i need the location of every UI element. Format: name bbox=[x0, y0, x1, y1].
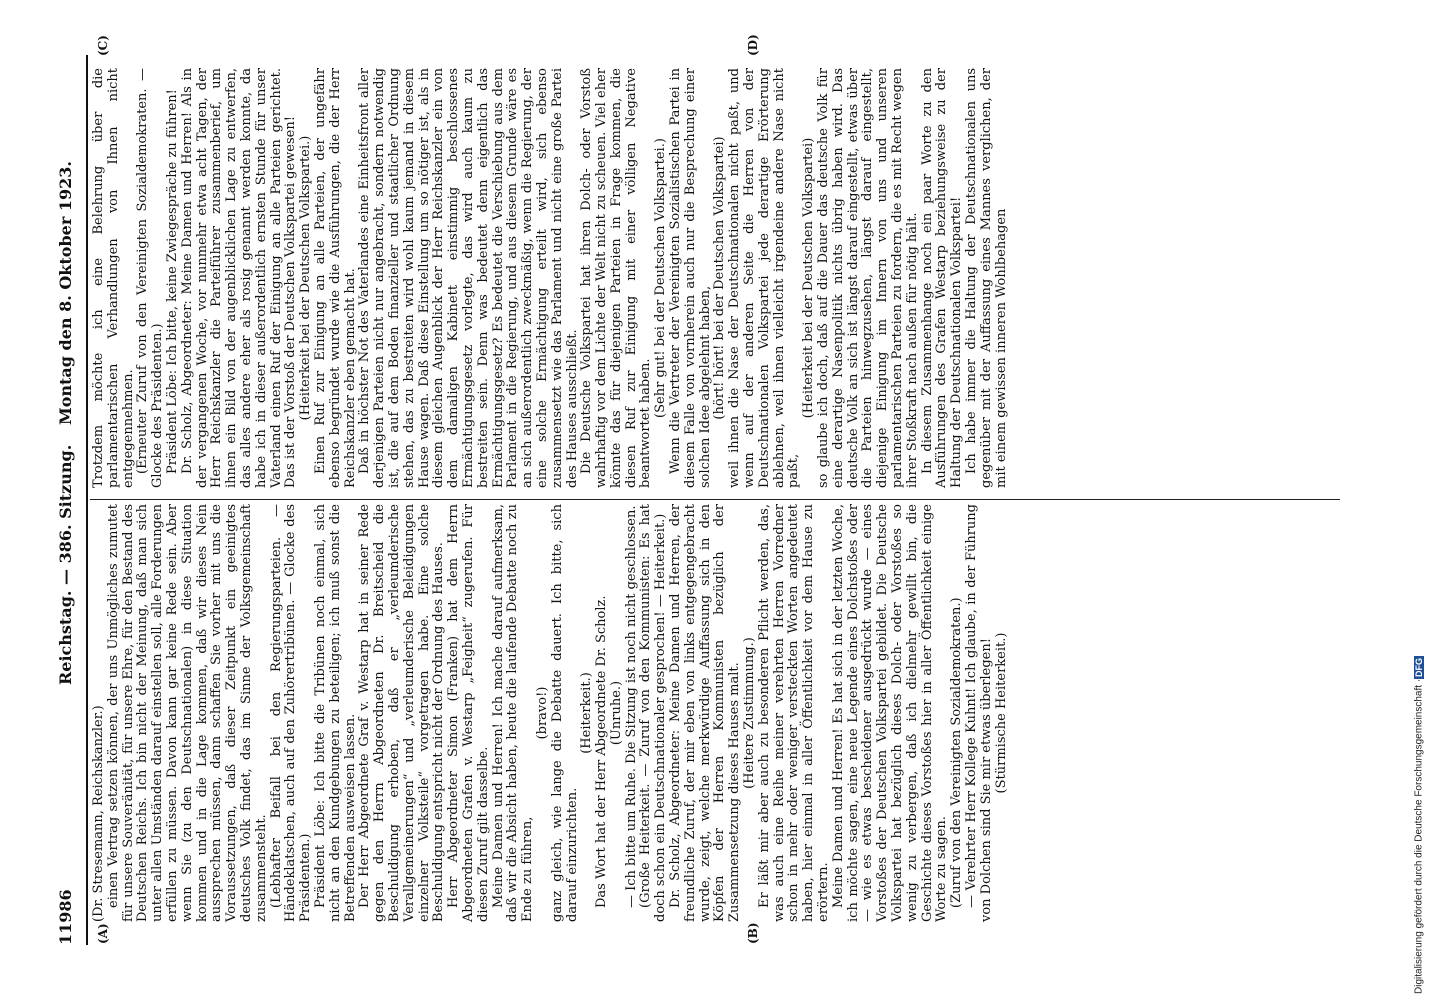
paragraph: (Sehr gut! bei der Deutschen Volkspartei.) bbox=[653, 138, 669, 418]
paragraph: Ich habe immer die Haltung der Deutschnationalen uns gegenüber mit der Auffassung eines Mannes verglichen, der mit einem gewissen inneren Wohlbehagen bbox=[964, 68, 1009, 488]
paragraph: (Unruhe.) bbox=[608, 680, 624, 746]
paragraph: (bravo!) bbox=[534, 686, 550, 740]
paragraph: Wenn die Vertreter der Vereinigten Sozialistischen Partei in diesem Falle von vornherein auch nur die Besprechung einer solchen Idee abgelehnt haben, bbox=[668, 68, 713, 488]
paragraph: Präsident Löbe: Ich bitte die Tribünen noch einmal, sich nicht an den Kundgebungen zu beteiligen; ich muß sonst die Betreffenden ausweisen lassen. bbox=[312, 504, 358, 922]
margin-mark-d: (D) bbox=[746, 34, 760, 56]
session-date: Montag den 8. Oktober 1923. bbox=[56, 161, 75, 425]
paragraph: Der Herr Abgeordnete Graf v. Westarp hat in seiner Rede gegen den Herrn Abgeordneten Dr. Breitscheid die Beschuldigung erhoben, daß er „verleumderische Verallgemeinerungen“ und „verleumderische Beleidigungen einzelner Volksteile“ vorgetragen habe. Eine solche Beschuldigung entspricht nicht der Ordnung des Hauses. bbox=[357, 504, 447, 922]
paragraph: (hört! hört! bei der Deutschen Volkspartei) bbox=[712, 136, 728, 420]
paragraph: Trotzdem möchte ich eine Belehrung über die parlamentarischen Verhandlungen von Ihnen nicht entgegennehmen. bbox=[91, 68, 136, 488]
margin-mark-a: (A) bbox=[96, 923, 110, 944]
paragraph: so glaube ich doch, daß auf die Dauer das deutsche Volk für eine derartige Nasenpolitik nichts übrig haben wird. Das deutsche Volk an sich ist längst darauf eingestellt, etwas über die Parteien hinwegzusehen, längst darauf eingestellt, diejenige Einigung im Innern von uns und unseren parlamentarischen Parteien zu fordern, die es mit Recht wegen ihrer Stoßkraft nach außen für nötig hält. bbox=[816, 68, 920, 488]
paragraph: (Dr. Stresemann, Reichskanzler.) bbox=[91, 705, 106, 922]
session-title: Reichstag. — 386. Sitzung. bbox=[56, 444, 75, 685]
paragraph: Er läßt mir aber auch zu besonderen Pflicht werden, das, was auch eine Reihe meiner verehrten Herren Vorredner schon in mehr oder weniger versteckten Worten angedeutet haben, hier einmal in aller Öffentlichkeit vor dem Hause zu erörtern. bbox=[756, 504, 832, 922]
paragraph: Daß in höchster Not des Vaterlandes eine Einheitsfront aller derjenigen Parteien nicht nur angebracht, sondern notwendig ist, die auf dem Boden finanzieller und staatlicher Ordnung stehen, das zu bestreiten wird wohl kaum jemand in diesem Hause wagen. Daß diese Einstellung um so nötiger ist, als in diesem gleichen Augenblick der Herr Reichskanzler ein von dem damaligen Kabinett einstimmig beschlossenes Ermächtigungsgesetz vorlegte, das wird auch kaum zu bestreiten sein. Denn was bedeutet denn eigentlich das Ermächtigungsgesetz? Es bedeutet die Verschiebung aus dem Parlament in die Regierung, und aus diesem Grunde wäre es an sich außerordentlich zweckmäßig, wenn die Regierung, der eine solche Ermächtigung erteilt wird, sich ebenso zusammensetzt wie das Parlament und nicht eine große Partei des Hauses ausschließt. bbox=[357, 68, 580, 488]
paragraph: (Zuruf von den Vereinigten Sozialdemokraten.) bbox=[949, 597, 965, 908]
page-number: 11986 bbox=[56, 889, 75, 945]
paragraph: Einen Ruf zur Einigung an alle Parteien, der ungefähr ebenso begründet wurde wie die Ausführungen, die der Herr Reichskanzler eben gemacht hat. bbox=[312, 68, 358, 488]
paragraph: ganz gleich, wie lange die Debatte dauert. Ich bitte, sich darauf einzurichten. bbox=[549, 504, 580, 922]
paragraph: Herr Abgeordneter Simon (Franken) hat dem Herrn Abgeordneten Grafen v. Westarp „Feigheit“ zugerufen. Für diesen Zuruf gilt dasselbe. bbox=[446, 504, 491, 922]
paragraph: In diesem Zusammenhange noch ein paar Worte zu den Ausführungen des Grafen Westarp beziehungsweise zu der Haltung der Deutschnationalen Volkspartei! bbox=[919, 68, 965, 488]
paragraph: (Heitere Zustimmung.) bbox=[742, 637, 758, 789]
paragraph: — Verehrter Herr Kollege Kuhnt! Ich glaube, in der Führung von Dolchen sind Sie mir etwas überlegen! bbox=[964, 504, 994, 922]
left-text-column bbox=[92, 504, 1009, 922]
margin-mark-c: (C) bbox=[96, 35, 110, 56]
paragraph: (Große Heiterkeit. — Zuruf von den Kommunisten: Es hat doch schon ein Deutschnationaler gesprochen! — Heiterkeit.) bbox=[638, 504, 669, 922]
paragraph: einen Vertrag setzen können, der uns Unmögliches zumutet für unsere Souveränität, für unsere Ehre, für den Bestand des Deutschen Reichs. Ich bin nicht der Meinung, daß man sich unter allen Umständen darauf einstellen soll, alle Forderungen erfüllen zu müssen. Davon kann gar keine Rede sein. Aber wenn Sie (zu den Deutschnationalen) in diese Situation kommen und in die Lage kommen, daß wir dieses Nein aussprechen müssen, dann schaffen Sie vorher mit uns die Voraussetzungen, daß dieser Zeitpunkt ein geeinigtes deutsches Volk findet, das im Sinne der Volksgemeinschaft zusammensteht. bbox=[105, 504, 269, 922]
digitization-credit bbox=[1412, 14, 1426, 994]
paragraph: (Lebhafter Beifall bei den Regierungsparteien. — Händeklatschen, auch auf den Zuhörertribünen. — Glocke des Präsidenten.) bbox=[268, 504, 314, 922]
paragraph: Dr. Scholz, Abgeordneter: Meine Damen und Herren! Als in der vergangenen Woche, vor nunmehr etwa acht Tagen, der Herr Reichskanzler die Parteiführer zusammenberief, um ihnen ein Bild von der augenblicklichen Lage zu entwerfen, das alles andere eher als rosig genannt werden konnte, da habe ich in dieser außerordentlich ernsten Stunde für unser Vaterland einen Ruf der Einigung an alle Parteien gerichtet. Das ist der Vorstoß der Deutschen Volkspartei gewesen! bbox=[179, 68, 299, 488]
paragraph: Die Deutsche Volkspartei hat ihren Dolch- oder Vorstoß wahrhaftig vor dem Lichte der Welt nicht zu scheuen. Viel eher könnte das für diejenigen Parteien in Frage kommen, die diesen Ruf zur Einigung mit einer völligen Negative beantwortet haben. bbox=[579, 68, 654, 488]
column-divider bbox=[90, 499, 1340, 500]
dfg-badge: DFG bbox=[1414, 657, 1424, 677]
page-header bbox=[52, 55, 82, 945]
paragraph: (Stürmische Heiterkeit.) bbox=[993, 632, 1009, 794]
paragraph: (Erneuter Zuruf von den Vereinigten Sozialdemokraten. — Glocke des Präsidenten.) bbox=[135, 68, 166, 488]
paragraph: (Heiterkeit bei der Deutschen Volkspartei.) bbox=[298, 135, 314, 421]
paragraph: Das Wort hat der Herr Abgeordnete Dr. Scholz. bbox=[594, 595, 610, 908]
paragraph: Meine Damen und Herren! Ich mache darauf aufmerksam, daß wir die Absicht haben, heute die laufende Debatte noch zu Ende zu führen, bbox=[490, 504, 536, 922]
credit-text: Digitalisierung gefördert durch die Deutsche Forschungsgemeinschaft · bbox=[1413, 678, 1425, 994]
paragraph: Dr. Scholz, Abgeordneter: Meine Damen und Herren, der freundliche Zuruf, der mir eben von links entgegengebracht wurde, zeigt, welche merkwürdige Auffassung sich in den Köpfen der Herren Kommunisten bezüglich der Zusammensetzung dieses Hauses malt. bbox=[668, 504, 743, 922]
margin-mark-b: (B) bbox=[746, 922, 760, 944]
paragraph: (Heiterkeit.) bbox=[579, 672, 595, 754]
paragraph: weil ihnen die Nase der Deutschnationalen nicht paßt, und wenn auf der anderen Seite die Herren von der Deutschnationalen Volkspartei jede derartige Erörterung ablehnen, weil ihnen vielleicht irgendeine andere Nase nicht paßt, bbox=[727, 68, 802, 488]
paragraph: — Ich bitte um Ruhe. Die Sitzung ist noch nicht geschlossen. bbox=[623, 505, 639, 908]
header-rule bbox=[86, 55, 88, 945]
paragraph: Meine Damen und Herren! Es hat sich in der letzten Woche, ich möchte sagen, eine neue Legende eines Dolchstoßes oder — wie es etwas bescheidener ausgedrückt wurde — eines Vorstoßes der Deutschen Volkspartei gebildet. Die Deutsche Volkspartei hat bezüglich dieses Dolch- oder Vorstoßes so wenig zu verbergen, daß ich dielmehr gewillt bin, die Geschichte dieses Vorstoßes hier in aller Öffentlichkeit einige Worte zu sagen. bbox=[830, 504, 950, 922]
paragraph: (Heiterkeit bei der Deutschen Volkspartei) bbox=[801, 137, 817, 419]
right-text-column bbox=[92, 68, 1009, 488]
paragraph: Präsident Löbe: Ich bitte, keine Zwiegespräche zu führen! bbox=[164, 89, 180, 474]
